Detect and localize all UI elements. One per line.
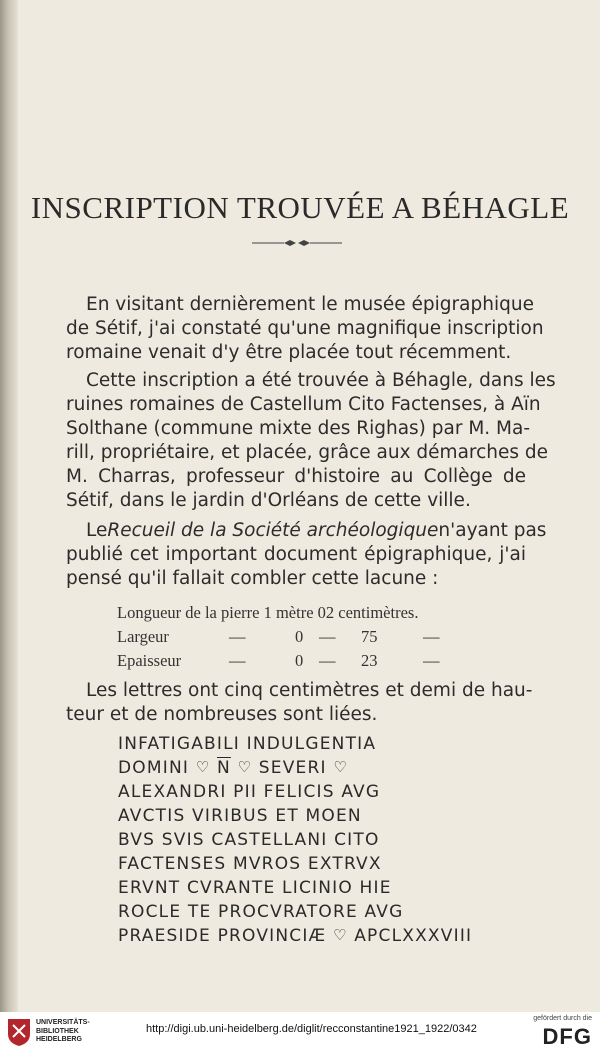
inscription-word: APCLXXXVIII: [354, 926, 473, 946]
text-line: ruines romaines de Castellum Cito Factenses, à Aïn: [66, 394, 541, 415]
dim-value: 0: [295, 651, 304, 670]
dim-dash: —: [319, 627, 336, 646]
university-name-line: UNIVERSITÄTS-: [36, 1019, 90, 1026]
inscription-line: ERVNT CVRANTE LICINIO HIE: [118, 878, 392, 898]
dim-length: Longueur de la pierre 1 mètre 02 centimètres.: [117, 603, 419, 622]
text-line: Cette inscription a été trouvée à Béhagle, dans les: [86, 370, 556, 391]
text-line: En visitant dernièrement le musée épigraphique: [86, 294, 534, 315]
university-name-line: HEIDELBERG: [36, 1036, 82, 1043]
journal-title: Recueil de la Société archéologique: [107, 520, 439, 541]
inscription-word: SEVERI: [258, 758, 327, 778]
inscription-word: $\overline{N}$: [216, 758, 231, 778]
dim-dash: —: [229, 627, 246, 646]
text-line: pensé qu'il fallait combler cette lacune :: [66, 568, 439, 589]
dim-width-label: Largeur: [117, 627, 169, 646]
dim-dash: —: [423, 627, 440, 646]
dim-thickness-label: Epaisseur: [117, 651, 182, 670]
dfg-logo: DFG: [542, 1024, 592, 1049]
text-line: rill, propriétaire, et placée, grâce aux démarches de: [66, 442, 549, 463]
text-line: Solthane (commune mixte des Righas) par M. Ma-: [66, 418, 531, 439]
university-name-line: BIBLIOTHEK: [36, 1027, 79, 1035]
dimensions-table: [117, 603, 497, 673]
inscription-line: BVS SVIS CASTELLANI CITO: [118, 830, 380, 850]
inscription-word: PRAESIDE PROVINCIÆ: [118, 926, 327, 946]
dim-dash: —: [319, 651, 336, 670]
hedera-icon: ♡: [237, 758, 253, 776]
page-title: INSCRIPTION TROUVÉE A BÉHAGLE: [30, 190, 570, 225]
inscription-line: FACTENSES MVROS EXTRVX: [118, 854, 382, 874]
book-binding: [0, 0, 18, 1012]
text-line: Les lettres ont cinq centimètres et demi de hau-: [86, 680, 533, 701]
inscription-line: AVCTIS VIRIBUS ET MOEN: [118, 806, 362, 826]
hedera-icon: ♡: [332, 926, 348, 944]
text-line: M. Charras, professeur d'histoire au Collège de: [66, 466, 526, 487]
funding-note: gefördert durch die: [533, 1015, 592, 1022]
inscription-line: INFATIGABILI INDULGENTIA: [118, 734, 377, 754]
dim-value: 23: [361, 651, 378, 670]
inscription-line: ALEXANDRI PII FELICIS AVG: [118, 782, 381, 802]
hedera-icon: ♡: [333, 758, 348, 776]
text-line: [86, 520, 547, 541]
text-line: publié cet important document épigraphique, j'ai: [66, 544, 526, 565]
ornament-divider: [252, 236, 342, 250]
latin-inscription: [118, 734, 518, 944]
text-suffix: n'ayant pas: [438, 520, 547, 541]
text-line: de Sétif, j'ai constaté qu'une magnifique inscription: [66, 318, 544, 339]
text-line: romaine venait d'y être placée tout récemment.: [66, 342, 512, 363]
inscription-word: DOMINI: [118, 758, 190, 778]
text-line: teur et de nombreuses sont liées.: [66, 704, 378, 725]
source-link[interactable]: http://digi.ub.uni-heidelberg.de/diglit/recconstantine1921_1922/0342: [146, 1023, 477, 1035]
hedera-icon: ♡: [195, 758, 211, 776]
university-seal-icon: [6, 1017, 32, 1047]
inscription-line: ROCLE TE PROCVRATORE AVG: [118, 902, 404, 922]
text-line: Sétif, dans le jardin d'Orléans de cette ville.: [66, 490, 471, 511]
inscription-line: [118, 926, 472, 946]
inscription-line: [118, 758, 348, 778]
university-name: [36, 1019, 90, 1045]
dim-dash: —: [423, 651, 440, 670]
dim-value: 0: [295, 627, 304, 646]
dim-dash: —: [229, 651, 246, 670]
text-prefix: Le: [86, 520, 108, 541]
dim-value: 75: [361, 627, 378, 646]
